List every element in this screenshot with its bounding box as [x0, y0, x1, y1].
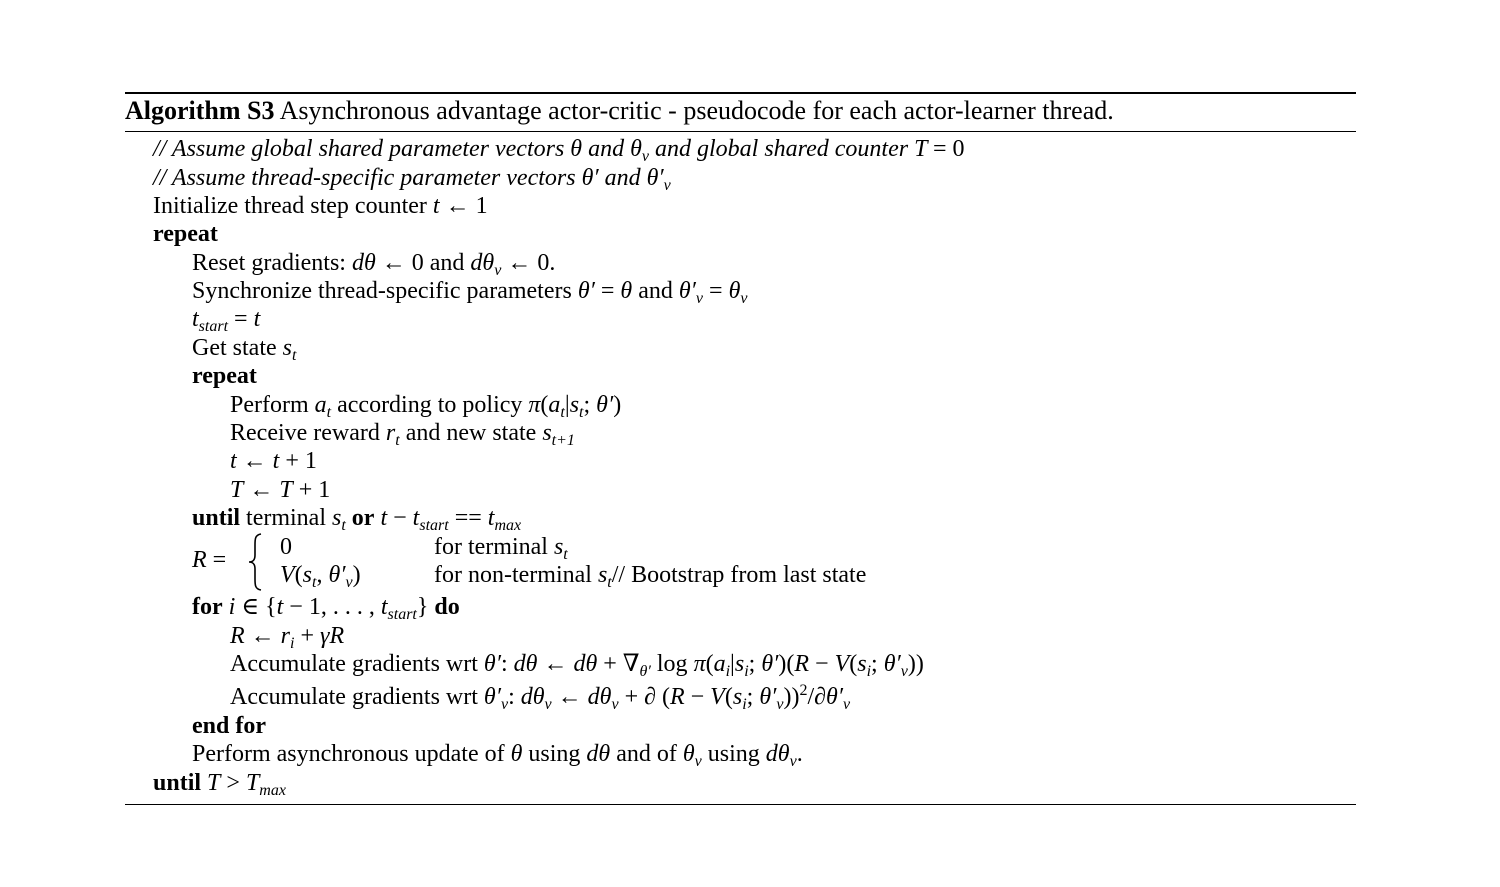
algorithm-caption	[125, 96, 1114, 126]
caption-rule	[125, 131, 1356, 132]
keyword-for: for	[192, 594, 223, 620]
line-perform-action: Perform $a_t$ according to policy $\pi(a_t|s_t$; θ′)	[230, 392, 622, 421]
keyword-do: do	[434, 594, 460, 620]
line-tstart: $t_{start} = t$	[192, 306, 261, 335]
return-cases	[192, 531, 1092, 593]
line-async-update: Perform asynchronous update of θ using dθ and of $\theta_v$ using $d\theta_v$.	[192, 741, 803, 770]
cases-lhs: R =	[192, 547, 227, 573]
line-accumulate-policy: Accumulate gradients wrt θ′: dθ ← $d\theta + \nabla_{\theta'}$ $\log \pi(a_i|s_i$; $\theta')(R - V(s_i$; $\theta'_v$))	[230, 651, 924, 680]
algorithm-block	[125, 0, 1356, 887]
line-initialize: Initialize thread step counter t ← 1	[153, 193, 488, 219]
line-for-loop: for i ∈ {t − 1, . . . , $t_{start}$} do	[192, 594, 460, 623]
line-until-terminal: until terminal $s_t$ or $t - t_{start} == t_{max}$	[192, 505, 522, 534]
keyword-repeat-outer: repeat	[153, 221, 218, 247]
keyword-repeat-inner: repeat	[192, 363, 257, 389]
bottom-rule	[125, 804, 1356, 805]
top-rule	[125, 92, 1356, 94]
comment-thread-params: // Assume thread-specific parameter vectors θ′ and $\theta'_v$	[153, 165, 671, 194]
keyword-until: until	[192, 505, 241, 531]
case-value-nonterminal: $V(s_t$, $\theta'_v$)	[280, 562, 361, 591]
comment-global-params: // Assume global shared parameter vectors θ and $\theta_v$ and global shared counter T = 0	[153, 136, 965, 165]
line-reset-gradients: Reset gradients: dθ ← 0 and $d\theta_v$ ← 0.	[192, 250, 556, 279]
case-condition-terminal: for terminal $s_t$	[434, 534, 568, 563]
line-until-final: until $T > T_{max}$	[153, 770, 286, 799]
keyword-until-final: until	[153, 770, 202, 796]
algorithm-label: Algorithm S3	[125, 96, 275, 125]
case-value-terminal: 0	[280, 534, 292, 560]
line-return-update: R ← $r_i + \gamma R$	[230, 623, 345, 652]
line-receive-reward: Receive reward $r_t$ and new state $s_{t+1}$	[230, 420, 575, 449]
line-synchronize: Synchronize thread-specific parameters θ′ = θ and $\theta'_v = \theta_v$	[192, 278, 748, 307]
left-brace-icon	[246, 533, 266, 591]
case-condition-nonterminal: for non-terminal $s_t//$ Bootstrap from last state	[434, 562, 867, 591]
line-accumulate-value: Accumulate gradients wrt $\theta'_v$: $d\theta_v$ ← $d\theta_v$ + ∂ ($R - V(s_i$; $\theta'_v))^2/\partial\theta'_v$	[230, 682, 851, 713]
line-increment-T: T ← T + 1	[230, 477, 331, 503]
keyword-end-for: end for	[192, 713, 266, 739]
line-get-state: Get state $s_t$	[192, 335, 297, 364]
algorithm-title: Asynchronous advantage actor-critic - pseudocode for each actor-learner thread.	[279, 96, 1114, 125]
keyword-or: or	[351, 505, 375, 531]
line-increment-t: t ← t + 1	[230, 448, 317, 474]
